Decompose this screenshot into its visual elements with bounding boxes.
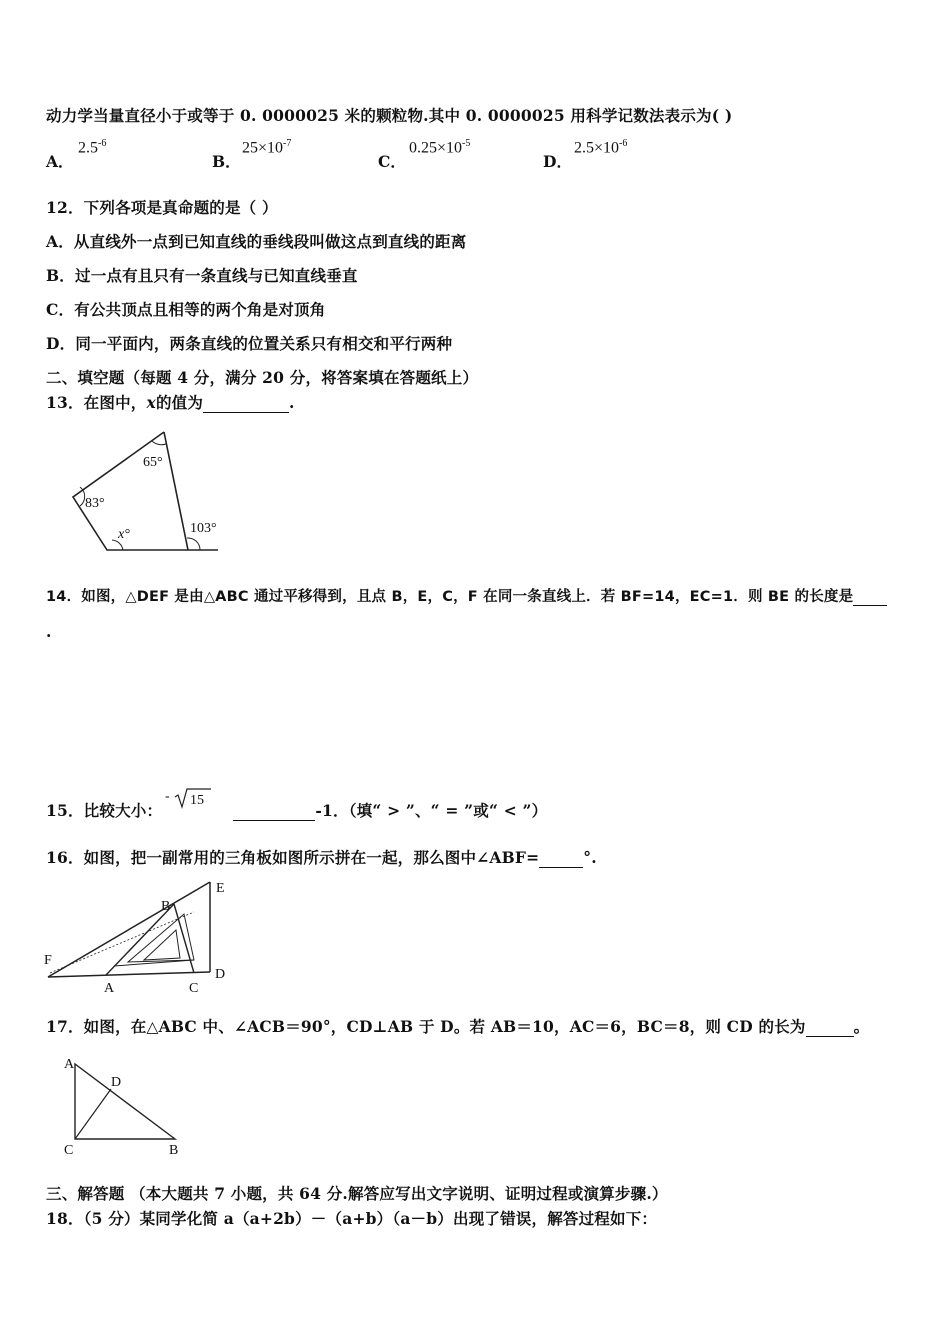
point-label-F: F — [44, 953, 52, 968]
q13-pentagon-figure — [66, 428, 226, 554]
option-formula: $2.5^{-6}$ — [78, 138, 107, 157]
angle-label-x: x° — [118, 527, 130, 542]
q11-option-b[interactable] — [212, 138, 292, 172]
option-formula: $0.25\times 10^{-5}$ — [409, 138, 471, 157]
point-label-A: A — [104, 981, 115, 996]
q17-stem: 17．如图，在△ABC 中、∠ACB＝90°，CD⊥AB 于 D。若 AB＝10，AC＝6，BC＝8，则 CD 的长为 。 — [46, 1017, 870, 1036]
angle-label-83: 83° — [85, 496, 105, 511]
variable-x: x — [146, 393, 156, 412]
q14-answer-blank[interactable] — [853, 589, 887, 606]
point-label-D: D — [215, 967, 226, 982]
q11-option-d[interactable] — [543, 138, 628, 172]
point-label-C: C — [64, 1143, 74, 1158]
section-3-heading: 三、解答题 （本大题共 7 小题，共 64 分.解答应写出文字说明、证明过程或演算步骤.） — [46, 1184, 668, 1203]
option-formula: $25\times 10^{-7}$ — [242, 138, 292, 157]
q12-option-c[interactable]: C．有公共顶点且相等的两个角是对顶角 — [46, 300, 326, 319]
q11-stem: 动力学当量直径小于或等于 0. 0000025 米的颗粒物.其中 0. 0000025 用科学记数法表示为( ) — [46, 106, 733, 125]
section-2-heading: 二、填空题（每题 4 分，满分 20 分，将答案填在答题纸上） — [46, 368, 479, 387]
option-label: C． — [378, 152, 406, 171]
option-formula: $2.5\times 10^{-6}$ — [574, 138, 628, 157]
q14-end-mark: . — [46, 622, 52, 641]
q16-triangle-rulers-figure — [44, 878, 234, 998]
option-label: D． — [543, 152, 572, 171]
option-label: B． — [212, 152, 241, 171]
angle-label-65: 65° — [143, 455, 163, 470]
option-label: A． — [46, 152, 74, 171]
minus-sign: - — [165, 789, 170, 804]
point-label-E: E — [216, 881, 225, 896]
q16-answer-blank[interactable] — [539, 851, 583, 868]
angle-label-103: 103° — [190, 521, 217, 536]
q15-sqrt-expression — [165, 786, 213, 814]
point-label-D: D — [111, 1075, 122, 1090]
q17-right-triangle-figure — [60, 1054, 190, 1158]
point-label-B: B — [161, 899, 171, 914]
q15-stem: 15．比较大小： -1．（填“ > ”、“ = ”或“ < ”） — [46, 801, 548, 820]
q13-stem: 13．在图中，x的值为 . — [46, 393, 295, 412]
q11-option-c[interactable] — [378, 138, 471, 172]
point-label-B: B — [169, 1143, 179, 1158]
q12-option-b[interactable]: B．过一点有且只有一条直线与已知直线垂直 — [46, 266, 358, 285]
q12-option-d[interactable]: D．同一平面内，两条直线的位置关系只有相交和平行两种 — [46, 334, 453, 353]
q12-option-a[interactable]: A．从直线外一点到已知直线的垂线段叫做这点到直线的距离 — [46, 232, 467, 251]
q14-stem: 14．如图，△DEF 是由△ABC 通过平移得到，且点 B，E，C，F 在同一条直线上．若 BF=14，EC=1．则 BE 的长度是 — [46, 585, 887, 606]
q17-answer-blank[interactable] — [806, 1020, 854, 1037]
radicand: 15 — [190, 793, 204, 808]
point-label-A: A — [64, 1057, 75, 1072]
q18-stem: 18．（5 分）某同学化简 a（a+2b）－（a+b）（a－b）出现了错误，解答过程如下： — [46, 1209, 658, 1228]
q11-option-a[interactable] — [46, 138, 107, 172]
q15-answer-blank[interactable] — [233, 804, 315, 821]
q12-stem: 12．下列各项是真命题的是（ ） — [46, 198, 278, 217]
point-label-C: C — [189, 981, 199, 996]
q16-stem: 16．如图，把一副常用的三角板如图所示拼在一起，那么图中∠ABF= °. — [46, 848, 597, 867]
q13-answer-blank[interactable] — [203, 396, 289, 413]
